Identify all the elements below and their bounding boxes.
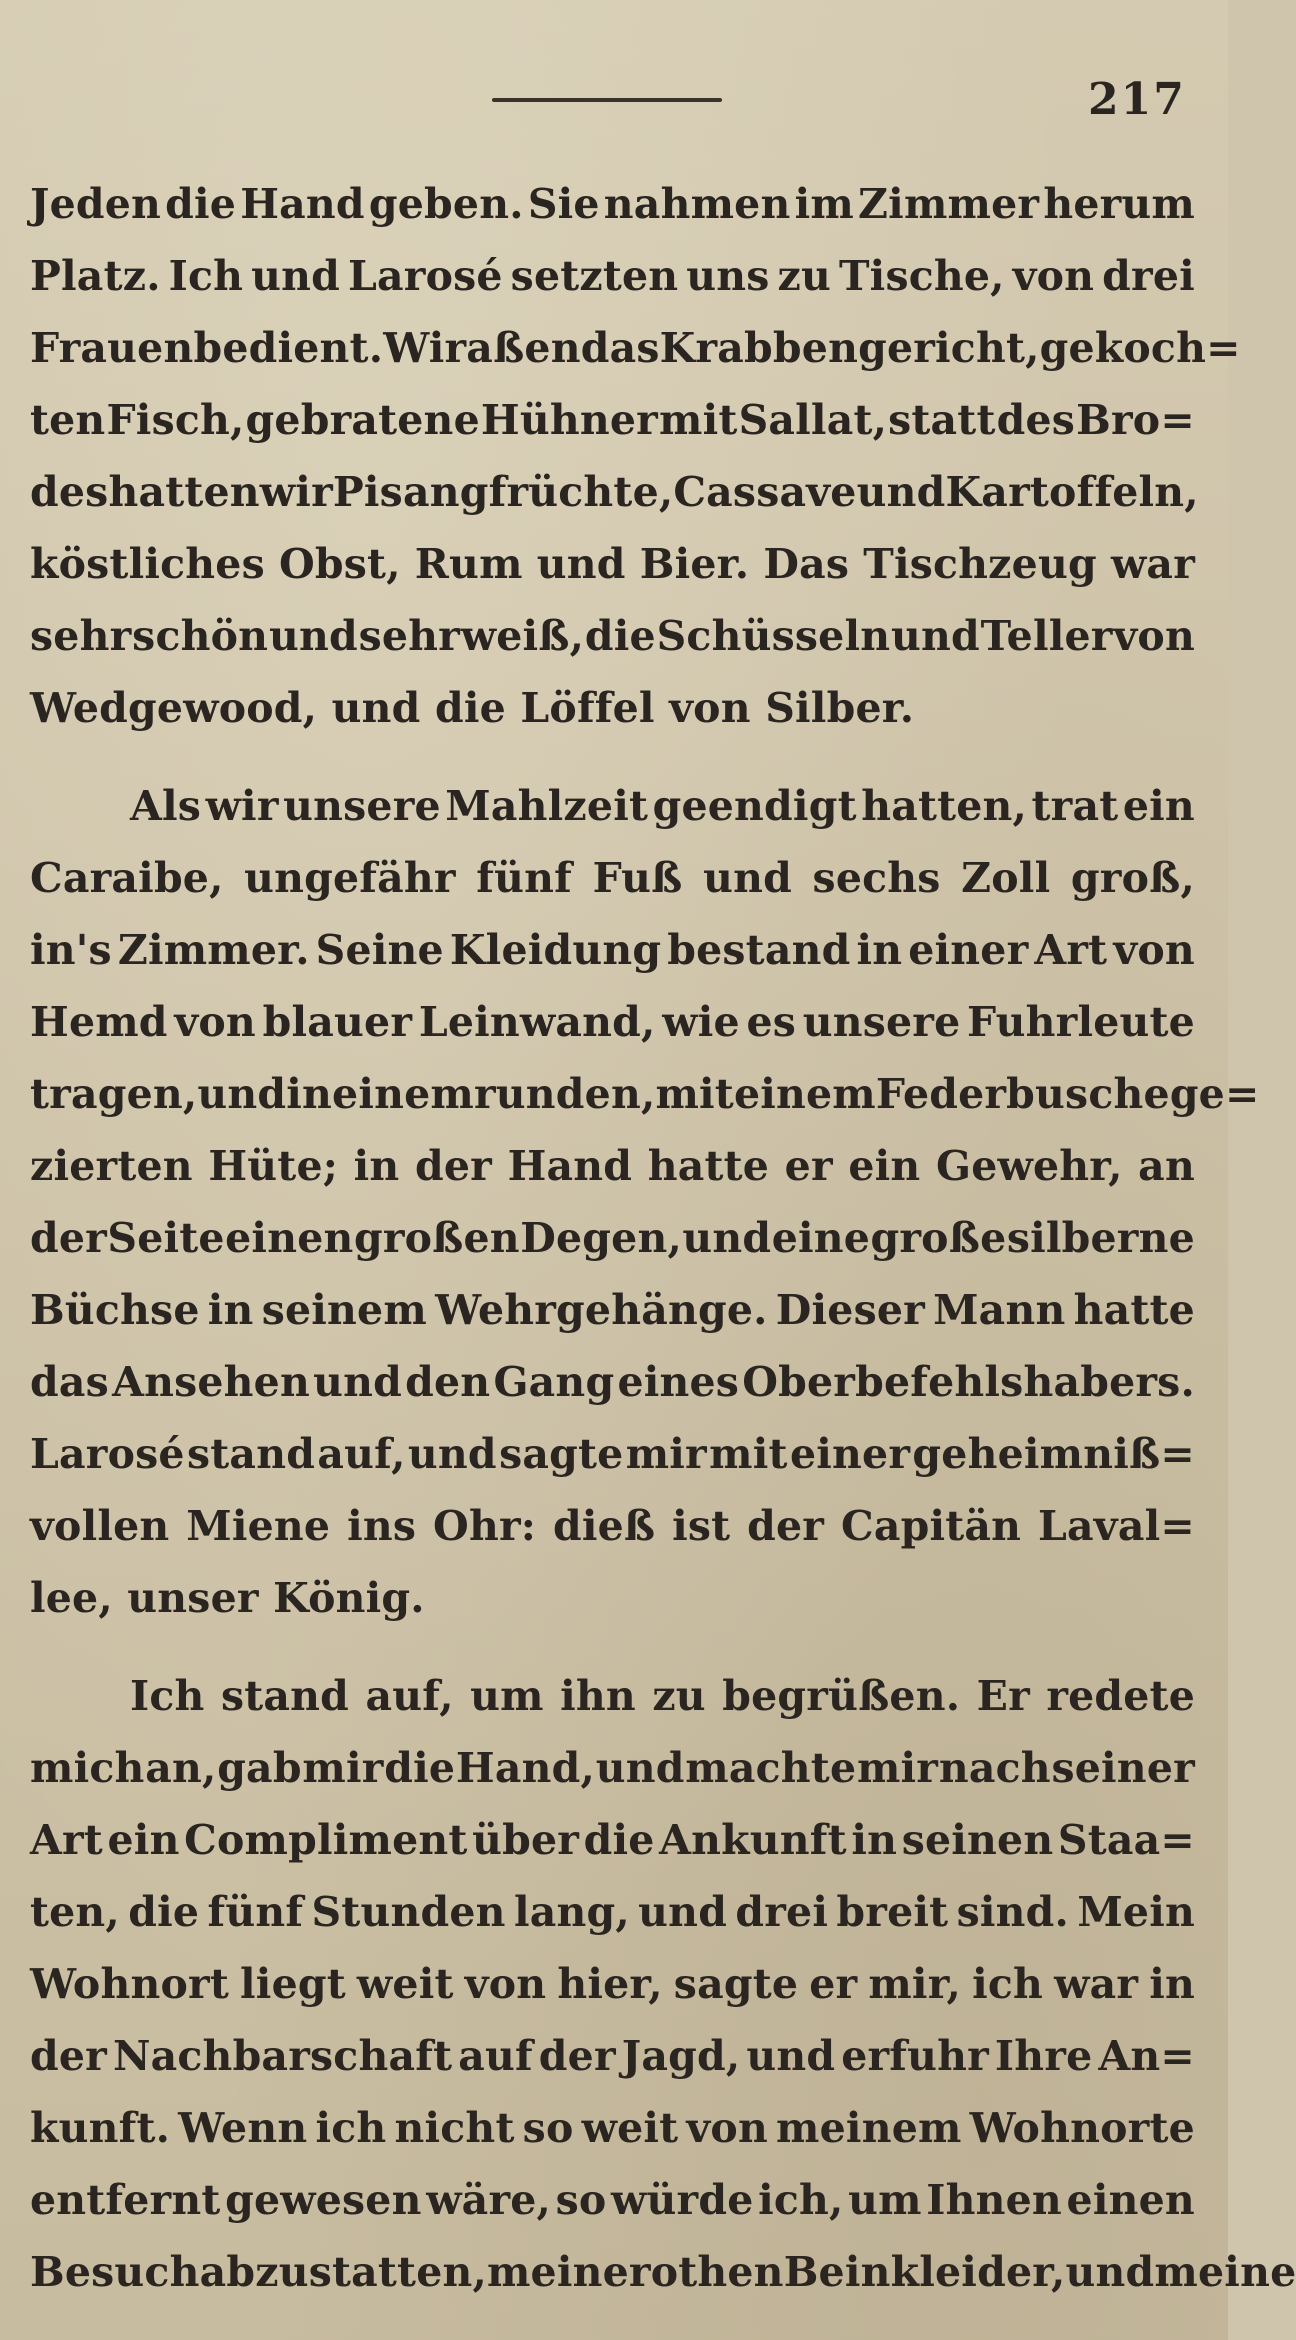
- text-line: tragen, und in einem runden, mit einem Federbusche ge=: [30, 1070, 1260, 1118]
- text-line: ten, die fünf Stunden lang, und drei breit sind. Mein: [30, 1888, 1195, 1936]
- paragraph: [30, 1660, 1296, 2308]
- text-line: zierten Hüte; in der Hand hatte er ein Gewehr, an: [30, 1142, 1195, 1190]
- text-line: Als wir unsere Mahlzeit geendigt hatten, trat ein: [130, 782, 1195, 830]
- text-line: Wedgewood, und die Löffel von Silber.: [30, 684, 915, 732]
- paragraph: [30, 770, 1260, 1634]
- text-line: kunft. Wenn ich nicht so weit von meinem Wohnorte: [30, 2104, 1195, 2152]
- text-line: Jeden die Hand geben. Sie nahmen im Zimmer herum: [30, 180, 1195, 228]
- text-line: entfernt gewesen wäre, so würde ich, um Ihnen einen: [30, 2176, 1195, 2224]
- text-line: der Seite einen großen Degen, und eine große silberne: [30, 1214, 1195, 1262]
- text-line: vollen Miene ins Ohr: dieß ist der Capitän Laval=: [30, 1502, 1195, 1550]
- body-text: [30, 168, 1296, 2308]
- text-line: Frauen bedient. Wir aßen das Krabbengericht, gekoch=: [30, 324, 1241, 372]
- text-line: Hemd von blauer Leinwand, wie es unsere Fuhrleute: [30, 998, 1195, 1046]
- text-line: Wohnort liegt weit von hier, sagte er mir, ich war in: [30, 1960, 1195, 2008]
- paragraph: [30, 168, 1241, 744]
- header-rule: [492, 98, 722, 102]
- text-line: Caraibe, ungefähr fünf Fuß und sechs Zoll groß,: [30, 854, 1195, 902]
- text-line: mich an, gab mir die Hand, und machte mir nach seiner: [30, 1744, 1195, 1792]
- text-line: Art ein Compliment über die Ankunft in seinen Staa=: [30, 1816, 1195, 1864]
- text-line: des hatten wir Pisangfrüchte, Cassave und Kartoffeln,: [30, 468, 1199, 516]
- text-line: köstliches Obst, Rum und Bier. Das Tischzeug war: [30, 540, 1195, 588]
- text-line: lee, unser König.: [30, 1574, 425, 1622]
- text-line: in's Zimmer. Seine Kleidung bestand in einer Art von: [30, 926, 1195, 974]
- text-line: Larosé stand auf, und sagte mir mit einer geheimniß=: [30, 1430, 1195, 1478]
- text-line: das Ansehen und den Gang eines Oberbefehlshabers.: [30, 1358, 1195, 1406]
- text-line: ten Fisch, gebratene Hühner mit Sallat, statt des Bro=: [30, 396, 1195, 444]
- text-line: Ich stand auf, um ihn zu begrüßen. Er redete: [130, 1672, 1195, 1720]
- text-line: Besuch abzustatten, meine rothen Beinkleider, und meine: [30, 2248, 1296, 2296]
- text-line: Büchse in seinem Wehrgehänge. Dieser Mann hatte: [30, 1286, 1195, 1334]
- text-line: Platz. Ich und Larosé setzten uns zu Tische, von drei: [30, 252, 1195, 300]
- text-line: sehr schön und sehr weiß, die Schüsseln und Teller von: [30, 612, 1195, 660]
- text-line: der Nachbarschaft auf der Jagd, und erfuhr Ihre An=: [30, 2032, 1195, 2080]
- page-number: 217: [1088, 74, 1186, 125]
